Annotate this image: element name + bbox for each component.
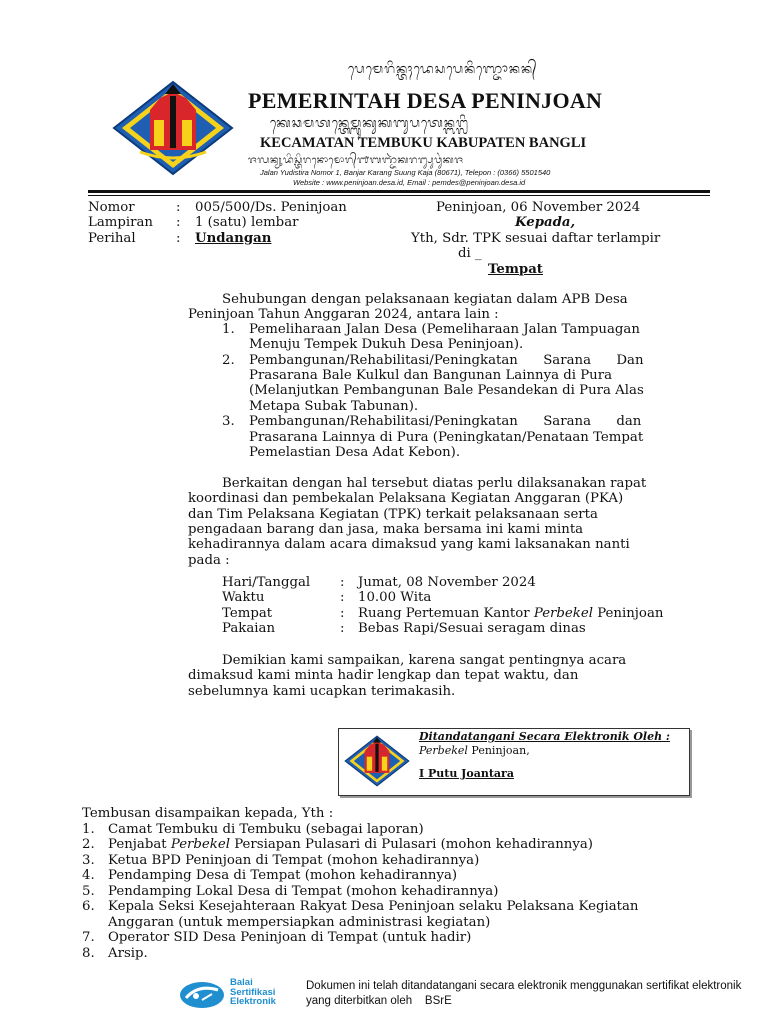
closing-line-1: Demikian kami sampaikan, karena sangat pentingnya acara [222,653,627,668]
header-rule-thin [88,195,710,196]
place-text-pre: Ruang Pertemuan Kantor [358,606,534,621]
cc-num-6: 6. [82,899,95,914]
e-signature-box [338,728,690,796]
cc-num-7: 7. [82,930,95,945]
bsre-logo-line-1: Balai [230,977,253,988]
cc-item-2 [108,837,593,853]
activity-num-2: 2. [222,353,235,368]
schedule-label-dress: Pakaian [222,621,276,636]
signer-role-rest: Peninjoan, [467,744,530,757]
closing-line-3: sebelumnya kami ucapkan terimakasih. [188,684,456,699]
place-text-ital: Perbekel [533,606,593,621]
lampiran-value: 1 (satu) lembar [195,215,299,230]
bsre-logo-text [230,978,276,1007]
perihal-colon: : [176,231,181,246]
bsre-logo-icon [178,978,226,1010]
cc-item-8: Arsip. [108,946,148,961]
activity-num-1: 1. [222,322,235,337]
schedule-label-time: Waktu [222,590,265,605]
place-text-post: Peninjoan [592,606,664,621]
place-date: Peninjoan, 06 November 2024 [436,200,641,215]
intro-line-1: Sehubungan dengan pelaksanaan kegiatan dalam APB Desa [222,292,628,307]
activity-2-line-3: (Melanjutkan Pembangunan Bale Pesandekan di Pura Alas [249,383,644,398]
cc-num-4: 4. [82,868,95,883]
village-emblem [110,80,236,176]
cc-heading: Tembusan disampaikan kepada, Yth : [82,806,334,821]
cc-item-6-cont: Anggaran (untuk mempersiapkan administrasi kegiatan) [108,915,491,930]
para2-line-5: kehadirannya dalam acara dimaksud yang kami laksanakan nanti [188,537,630,552]
activity-1-line-2: Menuju Tempek Dukuh Desa Peninjoan). [249,337,524,352]
signer-role [419,744,530,757]
lampiran-label: Lampiran [88,215,153,230]
closing-line-2: dimaksud kami minta hadir lengkap dan tepat waktu, dan [188,668,579,683]
cc-item-2-ital: Perbekel [170,837,230,852]
schedule-label-date: Hari/Tanggal [222,575,311,590]
schedule-value-place [358,606,663,622]
esign-note-line-2: yang diterbitkan oleh BSrE [306,995,452,1007]
activity-2-line-4: Metapa Subak Tabunan). [249,399,419,414]
office-address: Jalan Yudistira Nomor 1, Banjar Karang Suung Kaja (80671), Telepon : (0366) 5501540 [260,168,551,177]
activity-1-line-1: Pemeliharaan Jalan Desa (Pemeliharaan Jalan Tampuagan [249,322,640,337]
cc-item-2-post: Persiapan Pulasari di Pulasari (mohon kehadirannya) [229,837,593,852]
esign-note-line-1: Dokumen ini telah ditandatangani secara elektronik menggunakan sertifikat elektronik [306,980,742,992]
balinese-header-line2: ᬓᬾᬘᬫᬢᬦ᭄ᬢᬾᬫ᭄ᬩᬸᬓᬸᬓᬩᬸᬧᬢᬾᬦ᭄ᬩᬗ᭄ᬮᬶ [270,116,472,131]
cc-item-5: Pendamping Lokal Desa di Tempat (mohon kehadirannya) [108,884,499,899]
cc-num-3: 3. [82,853,95,868]
signature-emblem [343,733,411,789]
activity-3-line-3: Pemelastian Desa Adat Kebon). [249,445,461,460]
schedule-label-place: Tempat [222,606,273,621]
schedule-colon-place: : [340,606,345,621]
kepada-label: Kepada, [515,215,576,230]
schedule-colon-date: : [340,575,345,590]
intro-line-2: Peninjoan Tahun Anggaran 2024, antara lain : [188,307,499,322]
perihal-label: Perihal [88,231,136,246]
bsre-logo-line-3: Elektronik [230,996,276,1007]
page-title: PEMERINTAH DESA PENINJOAN [248,88,603,113]
signer-name: I Putu Joantara [419,767,514,780]
activity-num-3: 3. [222,414,235,429]
para2-line-2: koordinasi dan pembekalan Pelaksana Kegiatan Anggaran (PKA) [188,491,624,506]
schedule-value-dress: Bebas Rapi/Sesuai seragam dinas [358,621,586,636]
activity-3-line-2: Prasarana Lainnya di Pura (Peningkatan/Penataan Tempat [249,430,644,445]
activity-3-line-1: Pembangunan/Rehabilitasi/Peningkatan Sarana dan [249,414,642,429]
cc-num-2: 2. [82,837,95,852]
cc-num-8: 8. [82,946,95,961]
bsre-logo-line-2: Sertifikasi [230,986,276,998]
cc-item-6: Kepala Seksi Kesejahteraan Rakyat Desa Peninjoan selaku Pelaksana Kegiatan [108,899,639,914]
recipient-di: di _ [458,246,482,261]
activity-2-line-1: Pembangunan/Rehabilitasi/Peningkatan Sarana Dan [249,353,644,368]
nomor-colon: : [176,200,181,215]
para2-line-6: pada : [188,553,230,568]
cc-item-4: Pendamping Desa di Tempat (mohon kehadirannya) [108,868,458,883]
nomor-value: 005/500/Ds. Peninjoan [195,200,347,215]
balinese-header-line1: ᬧᬾᬫᬾᬭᬶᬦ᭄ᬢᬄᬤᬾᬲᬧᬾᬦᬶᬜ᭄ᬚᭀᬦᬦ᭄ [348,62,538,77]
schedule-colon-dress: : [340,621,345,636]
cc-item-3: Ketua BPD Peninjoan di Tempat (mohon kehadirannya) [108,853,480,868]
cc-num-1: 1. [82,822,95,837]
district-subtitle: KECAMATAN TEMBUKU KABUPATEN BANGLI [260,135,587,151]
lampiran-colon: : [176,215,181,230]
balinese-header-line3: ᬚᬮᬦ᭄ᬬᬸᬤᬶᬲ᭄ᬢᬶᬭᬦᭀᬫᭀᬭ᭄᭑ᬩᬜ᭄ᬚᬃᬓᬭᬗ᭄ᬲᬸᬯᬸᬂᬓᬚ [248,155,464,166]
cc-item-2-pre: Penjabat [108,837,171,852]
cc-item-1: Camat Tembuku di Tembuku (sebagai laporan) [108,822,424,837]
recipient-line: Yth, Sdr. TPK sesuai daftar terlampir [411,231,661,246]
recipient-tempat: Tempat [488,262,543,277]
schedule-value-date: Jumat, 08 November 2024 [358,575,536,590]
para2-line-3: dan Tim Pelaksana Kegiatan (TPK) terkait pelaksanaan serta [188,507,598,522]
nomor-label: Nomor [88,200,135,215]
activity-2-line-2: Prasarana Bale Kulkul dan Bangunan Lainnya di Pura [249,368,613,383]
schedule-value-time: 10.00 Wita [358,590,432,605]
header-rule-thick [88,190,710,193]
signer-role-ital: Perbekel [419,744,468,757]
cc-item-7: Operator SID Desa Peninjoan di Tempat (untuk hadir) [108,930,472,945]
cc-num-5: 5. [82,884,95,899]
schedule-colon-time: : [340,590,345,605]
signed-by-label: Ditandatangani Secara Elektronik Oleh : [419,730,670,743]
office-website: Website : www.peninjoan.desa.id, Email : pemdes@peninjoan.desa.id [293,178,526,187]
para2-line-1: Berkaitan dengan hal tersebut diatas perlu dilaksanakan rapat [222,476,647,491]
perihal-value: Undangan [195,231,272,246]
para2-line-4: pengadaan barang dan jasa, maka bersama ini kami minta [188,522,584,537]
